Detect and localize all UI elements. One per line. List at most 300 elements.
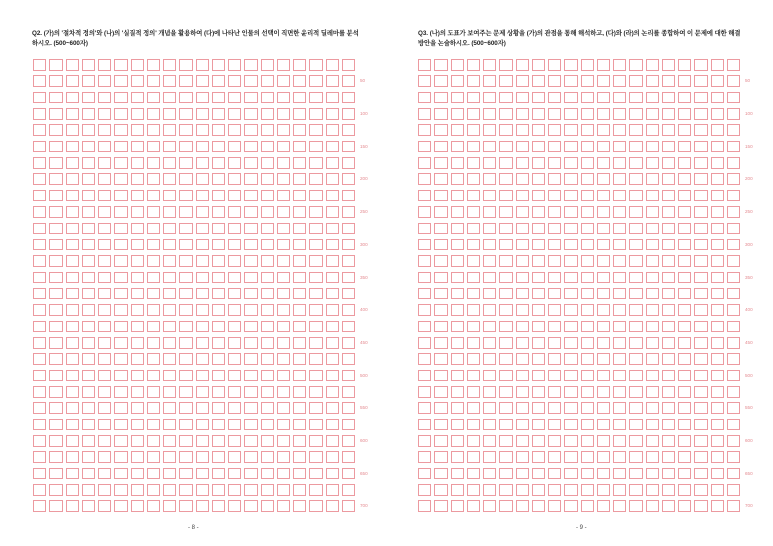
grid-cell[interactable]	[548, 353, 561, 365]
grid-cell[interactable]	[532, 402, 545, 414]
grid-cell[interactable]	[564, 370, 577, 382]
grid-cell[interactable]	[629, 272, 642, 284]
grid-cell[interactable]	[418, 451, 431, 463]
grid-cell[interactable]	[98, 206, 111, 218]
grid-cell[interactable]	[613, 353, 626, 365]
grid-cell[interactable]	[532, 484, 545, 496]
grid-cell[interactable]	[483, 419, 496, 431]
grid-cell[interactable]	[613, 370, 626, 382]
grid-cell[interactable]	[98, 173, 111, 185]
grid-cell[interactable]	[261, 59, 274, 71]
grid-cell[interactable]	[434, 402, 447, 414]
grid-cell[interactable]	[629, 92, 642, 104]
grid-cell[interactable]	[228, 321, 241, 333]
grid-cell[interactable]	[228, 59, 241, 71]
grid-cell[interactable]	[678, 272, 691, 284]
grid-cell[interactable]	[629, 288, 642, 300]
grid-cell[interactable]	[342, 59, 355, 71]
grid-cell[interactable]	[467, 402, 480, 414]
grid-cell[interactable]	[196, 288, 209, 300]
grid-cell[interactable]	[131, 337, 144, 349]
grid-cell[interactable]	[277, 223, 290, 235]
grid-cell[interactable]	[131, 75, 144, 87]
grid-cell[interactable]	[516, 402, 529, 414]
grid-cell[interactable]	[694, 124, 707, 136]
grid-cell[interactable]	[309, 124, 322, 136]
grid-cell[interactable]	[451, 92, 464, 104]
grid-cell[interactable]	[342, 337, 355, 349]
grid-cell[interactable]	[212, 419, 225, 431]
grid-cell[interactable]	[244, 337, 257, 349]
grid-cell[interactable]	[98, 92, 111, 104]
grid-cell[interactable]	[564, 108, 577, 120]
grid-cell[interactable]	[293, 304, 306, 316]
grid-cell[interactable]	[131, 272, 144, 284]
grid-cell[interactable]	[326, 353, 339, 365]
grid-cell[interactable]	[418, 468, 431, 480]
grid-cell[interactable]	[646, 386, 659, 398]
grid-cell[interactable]	[581, 353, 594, 365]
grid-cell[interactable]	[147, 59, 160, 71]
grid-cell[interactable]	[516, 337, 529, 349]
grid-cell[interactable]	[342, 92, 355, 104]
grid-cell[interactable]	[451, 206, 464, 218]
grid-cell[interactable]	[147, 255, 160, 267]
grid-cell[interactable]	[597, 468, 610, 480]
grid-cell[interactable]	[277, 451, 290, 463]
grid-cell[interactable]	[228, 288, 241, 300]
grid-cell[interactable]	[293, 124, 306, 136]
grid-cell[interactable]	[228, 75, 241, 87]
grid-cell[interactable]	[646, 288, 659, 300]
grid-cell[interactable]	[244, 402, 257, 414]
grid-cell[interactable]	[532, 321, 545, 333]
grid-cell[interactable]	[98, 353, 111, 365]
grid-cell[interactable]	[147, 272, 160, 284]
grid-cell[interactable]	[66, 484, 79, 496]
grid-cell[interactable]	[548, 157, 561, 169]
grid-cell[interactable]	[532, 239, 545, 251]
grid-cell[interactable]	[629, 190, 642, 202]
grid-cell[interactable]	[309, 59, 322, 71]
grid-cell[interactable]	[662, 500, 675, 512]
grid-cell[interactable]	[49, 500, 62, 512]
grid-cell[interactable]	[727, 451, 740, 463]
grid-cell[interactable]	[646, 59, 659, 71]
grid-cell[interactable]	[678, 173, 691, 185]
grid-cell[interactable]	[434, 272, 447, 284]
grid-cell[interactable]	[581, 157, 594, 169]
grid-cell[interactable]	[467, 370, 480, 382]
grid-cell[interactable]	[613, 288, 626, 300]
grid-cell[interactable]	[82, 451, 95, 463]
grid-cell[interactable]	[418, 304, 431, 316]
grid-cell[interactable]	[678, 386, 691, 398]
grid-cell[interactable]	[629, 239, 642, 251]
grid-cell[interactable]	[244, 500, 257, 512]
grid-cell[interactable]	[646, 500, 659, 512]
grid-cell[interactable]	[646, 157, 659, 169]
grid-cell[interactable]	[309, 337, 322, 349]
grid-cell[interactable]	[711, 124, 724, 136]
grid-cell[interactable]	[261, 92, 274, 104]
grid-cell[interactable]	[467, 353, 480, 365]
grid-cell[interactable]	[727, 353, 740, 365]
grid-cell[interactable]	[434, 206, 447, 218]
grid-cell[interactable]	[483, 304, 496, 316]
grid-cell[interactable]	[293, 386, 306, 398]
grid-cell[interactable]	[597, 288, 610, 300]
grid-cell[interactable]	[309, 157, 322, 169]
grid-cell[interactable]	[483, 321, 496, 333]
grid-cell[interactable]	[179, 304, 192, 316]
grid-cell[interactable]	[694, 435, 707, 447]
grid-cell[interactable]	[727, 190, 740, 202]
grid-cell[interactable]	[548, 206, 561, 218]
grid-cell[interactable]	[179, 288, 192, 300]
grid-cell[interactable]	[597, 141, 610, 153]
grid-cell[interactable]	[629, 75, 642, 87]
grid-cell[interactable]	[244, 173, 257, 185]
grid-cell[interactable]	[212, 206, 225, 218]
grid-cell[interactable]	[564, 321, 577, 333]
grid-cell[interactable]	[261, 484, 274, 496]
grid-cell[interactable]	[114, 124, 127, 136]
grid-cell[interactable]	[82, 288, 95, 300]
grid-cell[interactable]	[434, 337, 447, 349]
grid-cell[interactable]	[82, 402, 95, 414]
grid-cell[interactable]	[277, 206, 290, 218]
grid-cell[interactable]	[326, 484, 339, 496]
grid-cell[interactable]	[467, 141, 480, 153]
grid-cell[interactable]	[33, 157, 46, 169]
grid-cell[interactable]	[196, 157, 209, 169]
grid-cell[interactable]	[483, 451, 496, 463]
grid-cell[interactable]	[293, 288, 306, 300]
grid-cell[interactable]	[33, 468, 46, 480]
grid-cell[interactable]	[228, 92, 241, 104]
grid-cell[interactable]	[309, 386, 322, 398]
grid-cell[interactable]	[342, 468, 355, 480]
grid-cell[interactable]	[244, 288, 257, 300]
grid-cell[interactable]	[98, 288, 111, 300]
grid-cell[interactable]	[532, 468, 545, 480]
grid-cell[interactable]	[613, 190, 626, 202]
grid-cell[interactable]	[163, 206, 176, 218]
grid-cell[interactable]	[66, 190, 79, 202]
grid-cell[interactable]	[196, 59, 209, 71]
grid-cell[interactable]	[66, 500, 79, 512]
grid-cell[interactable]	[629, 321, 642, 333]
grid-cell[interactable]	[342, 451, 355, 463]
grid-cell[interactable]	[49, 451, 62, 463]
grid-cell[interactable]	[179, 75, 192, 87]
grid-cell[interactable]	[711, 255, 724, 267]
grid-cell[interactable]	[451, 108, 464, 120]
grid-cell[interactable]	[434, 239, 447, 251]
grid-cell[interactable]	[131, 353, 144, 365]
grid-cell[interactable]	[326, 500, 339, 512]
grid-cell[interactable]	[727, 337, 740, 349]
grid-cell[interactable]	[49, 272, 62, 284]
grid-cell[interactable]	[147, 337, 160, 349]
grid-cell[interactable]	[516, 272, 529, 284]
grid-cell[interactable]	[629, 386, 642, 398]
grid-cell[interactable]	[678, 484, 691, 496]
grid-cell[interactable]	[196, 223, 209, 235]
grid-cell[interactable]	[212, 239, 225, 251]
grid-cell[interactable]	[548, 435, 561, 447]
grid-cell[interactable]	[564, 223, 577, 235]
grid-cell[interactable]	[131, 108, 144, 120]
grid-cell[interactable]	[326, 157, 339, 169]
grid-cell[interactable]	[548, 59, 561, 71]
grid-cell[interactable]	[33, 451, 46, 463]
grid-cell[interactable]	[613, 141, 626, 153]
grid-cell[interactable]	[82, 75, 95, 87]
grid-cell[interactable]	[516, 59, 529, 71]
grid-cell[interactable]	[678, 353, 691, 365]
grid-cell[interactable]	[727, 419, 740, 431]
grid-cell[interactable]	[727, 173, 740, 185]
grid-cell[interactable]	[326, 468, 339, 480]
grid-cell[interactable]	[418, 124, 431, 136]
grid-cell[interactable]	[451, 402, 464, 414]
grid-cell[interactable]	[564, 239, 577, 251]
grid-cell[interactable]	[179, 370, 192, 382]
grid-cell[interactable]	[434, 451, 447, 463]
grid-cell[interactable]	[114, 370, 127, 382]
grid-cell[interactable]	[82, 386, 95, 398]
grid-cell[interactable]	[694, 451, 707, 463]
grid-cell[interactable]	[711, 468, 724, 480]
grid-cell[interactable]	[179, 500, 192, 512]
grid-cell[interactable]	[564, 190, 577, 202]
grid-cell[interactable]	[646, 272, 659, 284]
grid-cell[interactable]	[597, 451, 610, 463]
grid-cell[interactable]	[309, 108, 322, 120]
grid-cell[interactable]	[293, 500, 306, 512]
grid-cell[interactable]	[212, 337, 225, 349]
grid-cell[interactable]	[114, 141, 127, 153]
grid-cell[interactable]	[694, 223, 707, 235]
grid-cell[interactable]	[131, 468, 144, 480]
grid-cell[interactable]	[694, 304, 707, 316]
grid-cell[interactable]	[711, 223, 724, 235]
grid-cell[interactable]	[163, 141, 176, 153]
grid-cell[interactable]	[261, 255, 274, 267]
grid-cell[interactable]	[418, 272, 431, 284]
grid-cell[interactable]	[597, 353, 610, 365]
grid-cell[interactable]	[261, 402, 274, 414]
grid-cell[interactable]	[418, 141, 431, 153]
grid-cell[interactable]	[326, 141, 339, 153]
grid-cell[interactable]	[228, 402, 241, 414]
grid-cell[interactable]	[451, 190, 464, 202]
grid-cell[interactable]	[244, 75, 257, 87]
grid-cell[interactable]	[179, 386, 192, 398]
grid-cell[interactable]	[467, 468, 480, 480]
grid-cell[interactable]	[711, 451, 724, 463]
grid-cell[interactable]	[678, 157, 691, 169]
grid-cell[interactable]	[581, 304, 594, 316]
grid-cell[interactable]	[646, 370, 659, 382]
grid-cell[interactable]	[66, 239, 79, 251]
grid-cell[interactable]	[564, 141, 577, 153]
grid-cell[interactable]	[629, 223, 642, 235]
grid-cell[interactable]	[66, 206, 79, 218]
grid-cell[interactable]	[662, 239, 675, 251]
grid-cell[interactable]	[309, 173, 322, 185]
grid-cell[interactable]	[309, 239, 322, 251]
grid-cell[interactable]	[451, 223, 464, 235]
grid-cell[interactable]	[613, 337, 626, 349]
grid-cell[interactable]	[548, 386, 561, 398]
grid-cell[interactable]	[163, 157, 176, 169]
grid-cell[interactable]	[597, 337, 610, 349]
grid-cell[interactable]	[564, 353, 577, 365]
grid-cell[interactable]	[613, 451, 626, 463]
grid-cell[interactable]	[711, 321, 724, 333]
grid-cell[interactable]	[532, 255, 545, 267]
grid-cell[interactable]	[727, 92, 740, 104]
grid-cell[interactable]	[244, 59, 257, 71]
grid-cell[interactable]	[179, 419, 192, 431]
grid-cell[interactable]	[564, 451, 577, 463]
grid-cell[interactable]	[662, 353, 675, 365]
grid-cell[interactable]	[548, 141, 561, 153]
grid-cell[interactable]	[98, 451, 111, 463]
grid-cell[interactable]	[179, 402, 192, 414]
grid-cell[interactable]	[179, 353, 192, 365]
grid-cell[interactable]	[66, 141, 79, 153]
grid-cell[interactable]	[597, 239, 610, 251]
grid-cell[interactable]	[163, 223, 176, 235]
grid-cell[interactable]	[548, 223, 561, 235]
grid-cell[interactable]	[597, 321, 610, 333]
grid-cell[interactable]	[228, 206, 241, 218]
grid-cell[interactable]	[532, 75, 545, 87]
grid-cell[interactable]	[33, 239, 46, 251]
grid-cell[interactable]	[662, 59, 675, 71]
grid-cell[interactable]	[261, 386, 274, 398]
grid-cell[interactable]	[418, 108, 431, 120]
grid-cell[interactable]	[629, 435, 642, 447]
grid-cell[interactable]	[49, 223, 62, 235]
grid-cell[interactable]	[629, 370, 642, 382]
grid-cell[interactable]	[147, 304, 160, 316]
grid-cell[interactable]	[678, 206, 691, 218]
grid-cell[interactable]	[499, 108, 512, 120]
grid-cell[interactable]	[196, 108, 209, 120]
grid-cell[interactable]	[212, 370, 225, 382]
grid-cell[interactable]	[114, 353, 127, 365]
grid-cell[interactable]	[727, 239, 740, 251]
grid-cell[interactable]	[694, 157, 707, 169]
grid-cell[interactable]	[98, 223, 111, 235]
grid-cell[interactable]	[66, 75, 79, 87]
grid-cell[interactable]	[564, 92, 577, 104]
grid-cell[interactable]	[467, 157, 480, 169]
grid-cell[interactable]	[196, 272, 209, 284]
grid-cell[interactable]	[212, 321, 225, 333]
grid-cell[interactable]	[309, 402, 322, 414]
grid-cell[interactable]	[597, 402, 610, 414]
grid-cell[interactable]	[147, 370, 160, 382]
grid-cell[interactable]	[196, 451, 209, 463]
grid-cell[interactable]	[196, 75, 209, 87]
grid-cell[interactable]	[163, 337, 176, 349]
grid-cell[interactable]	[694, 173, 707, 185]
grid-cell[interactable]	[564, 124, 577, 136]
grid-cell[interactable]	[499, 451, 512, 463]
grid-cell[interactable]	[483, 353, 496, 365]
grid-cell[interactable]	[451, 124, 464, 136]
grid-cell[interactable]	[499, 92, 512, 104]
grid-cell[interactable]	[212, 435, 225, 447]
grid-cell[interactable]	[451, 353, 464, 365]
grid-cell[interactable]	[82, 173, 95, 185]
grid-cell[interactable]	[418, 75, 431, 87]
grid-cell[interactable]	[33, 386, 46, 398]
grid-cell[interactable]	[434, 353, 447, 365]
grid-cell[interactable]	[646, 223, 659, 235]
grid-cell[interactable]	[532, 206, 545, 218]
grid-cell[interactable]	[418, 255, 431, 267]
grid-cell[interactable]	[532, 141, 545, 153]
grid-cell[interactable]	[293, 141, 306, 153]
grid-cell[interactable]	[467, 173, 480, 185]
grid-cell[interactable]	[114, 321, 127, 333]
grid-cell[interactable]	[277, 92, 290, 104]
grid-cell[interactable]	[483, 173, 496, 185]
grid-cell[interactable]	[516, 484, 529, 496]
grid-cell[interactable]	[293, 75, 306, 87]
grid-cell[interactable]	[434, 173, 447, 185]
grid-cell[interactable]	[727, 157, 740, 169]
grid-cell[interactable]	[82, 419, 95, 431]
grid-cell[interactable]	[646, 141, 659, 153]
grid-cell[interactable]	[418, 435, 431, 447]
grid-cell[interactable]	[33, 484, 46, 496]
grid-cell[interactable]	[261, 223, 274, 235]
grid-cell[interactable]	[548, 190, 561, 202]
grid-cell[interactable]	[694, 321, 707, 333]
grid-cell[interactable]	[434, 190, 447, 202]
grid-cell[interactable]	[33, 370, 46, 382]
grid-cell[interactable]	[581, 59, 594, 71]
grid-cell[interactable]	[261, 124, 274, 136]
grid-cell[interactable]	[727, 500, 740, 512]
grid-cell[interactable]	[694, 239, 707, 251]
grid-cell[interactable]	[163, 468, 176, 480]
grid-cell[interactable]	[532, 451, 545, 463]
grid-cell[interactable]	[131, 370, 144, 382]
grid-cell[interactable]	[613, 500, 626, 512]
grid-cell[interactable]	[33, 337, 46, 349]
grid-cell[interactable]	[212, 468, 225, 480]
grid-cell[interactable]	[277, 239, 290, 251]
grid-cell[interactable]	[309, 141, 322, 153]
grid-cell[interactable]	[228, 484, 241, 496]
grid-cell[interactable]	[467, 239, 480, 251]
grid-cell[interactable]	[293, 419, 306, 431]
grid-cell[interactable]	[727, 304, 740, 316]
grid-cell[interactable]	[66, 386, 79, 398]
grid-cell[interactable]	[516, 124, 529, 136]
grid-cell[interactable]	[326, 75, 339, 87]
grid-cell[interactable]	[548, 500, 561, 512]
